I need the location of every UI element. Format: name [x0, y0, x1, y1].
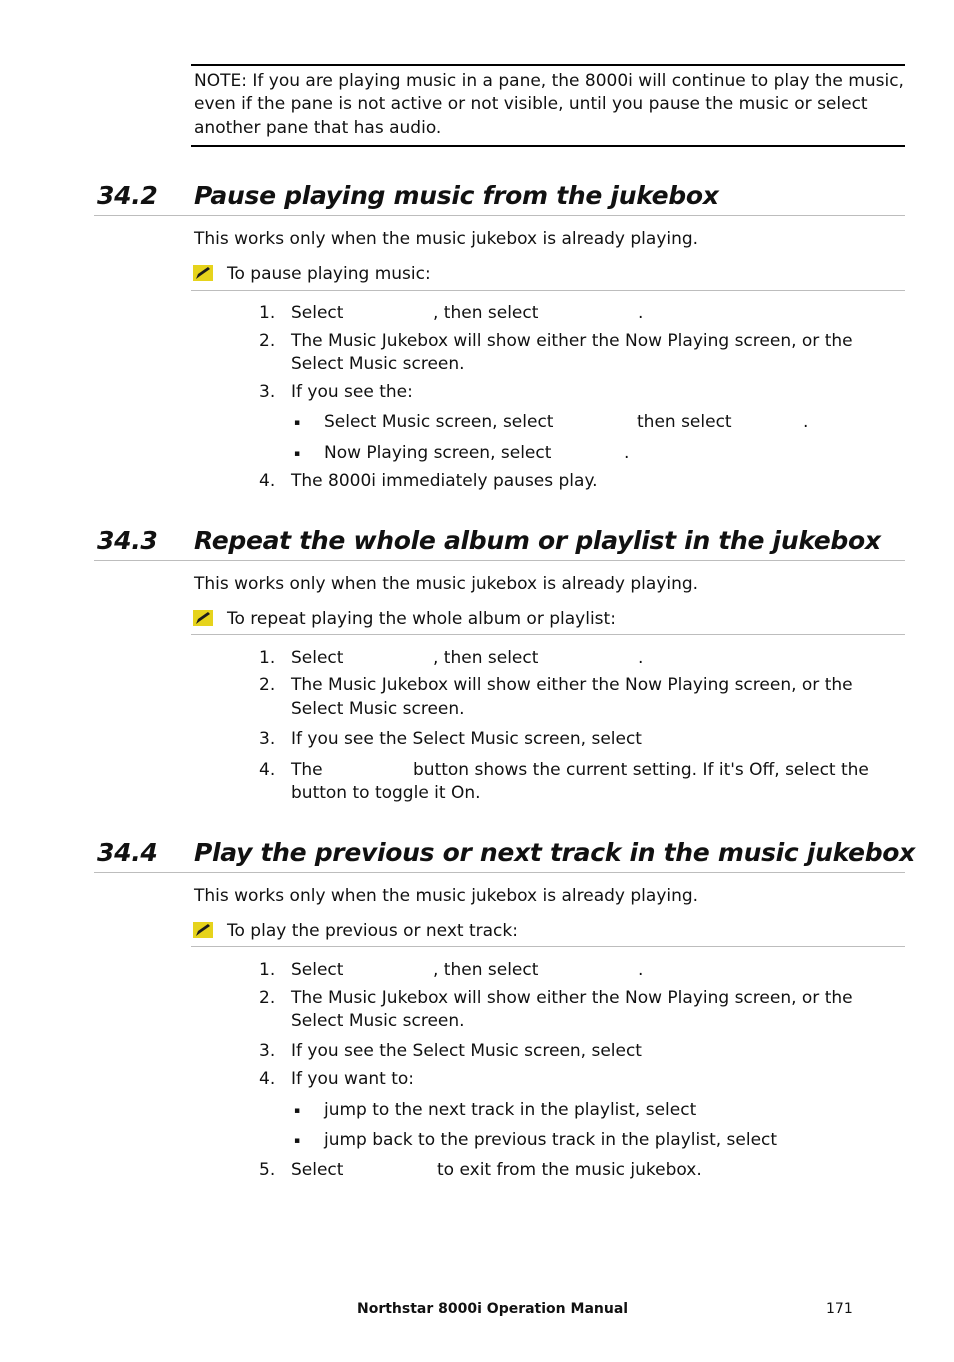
- step-text: Select: [291, 1160, 344, 1180]
- step-text: If you see the Select Music screen, select: [291, 1041, 642, 1061]
- section-rule: [94, 872, 905, 873]
- pencil-icon: [193, 610, 213, 626]
- step-text: , then select: [433, 303, 539, 323]
- step-text: The Music Jukebox will show either the Now Playing screen, or the: [291, 331, 853, 351]
- step-text: The Music Jukebox will show either the Now Playing screen, or the: [291, 988, 853, 1008]
- bullet-text: then select: [637, 412, 732, 432]
- step-number: 4.: [259, 471, 276, 491]
- step-number: 4.: [259, 760, 276, 780]
- bullet-text: jump back to the previous track in the playlist, select: [324, 1130, 778, 1150]
- section-title: Repeat the whole album or playlist in the jukebox: [194, 526, 881, 555]
- note-line: another pane that has audio.: [194, 118, 442, 138]
- footer-title: Northstar 8000i Operation Manual: [357, 1301, 629, 1317]
- step-text: The 8000i immediately pauses play.: [291, 471, 598, 491]
- bullet-text: jump to the next track in the playlist, select: [324, 1100, 697, 1120]
- step-number: 1.: [259, 303, 276, 323]
- bullet-marker: ▪: [294, 1136, 301, 1146]
- step-text: The: [291, 760, 323, 780]
- step-text: button shows the current setting. If it's Off, select the: [413, 760, 869, 780]
- note-line: even if the pane is not active or not visible, until you pause the music or select: [194, 94, 868, 114]
- bullet-text: Now Playing screen, select: [324, 443, 552, 463]
- procedure-rule: [191, 634, 905, 635]
- pencil-icon: [193, 265, 213, 281]
- procedure-rule: [191, 290, 905, 291]
- step-number: 2.: [259, 988, 276, 1008]
- step-text: Select Music screen.: [291, 1011, 465, 1031]
- procedure-rule: [191, 946, 905, 947]
- bullet-marker: ▪: [294, 1106, 301, 1116]
- bullet-text: .: [624, 443, 630, 463]
- bullet-text: .: [803, 412, 809, 432]
- step-text: Select: [291, 648, 344, 668]
- bullet-marker: ▪: [294, 449, 301, 459]
- pencil-icon: [193, 922, 213, 938]
- procedure-heading: To repeat playing the whole album or playlist:: [227, 609, 616, 629]
- section-intro: This works only when the music jukebox is already playing.: [194, 574, 699, 594]
- step-number: 3.: [259, 382, 276, 402]
- step-number: 2.: [259, 675, 276, 695]
- section-number: 34.3: [97, 526, 158, 555]
- step-number: 4.: [259, 1069, 276, 1089]
- section-title: Pause playing music from the jukebox: [194, 181, 719, 210]
- step-text: Select: [291, 960, 344, 980]
- procedure-heading: To play the previous or next track:: [227, 921, 518, 941]
- section-number: 34.2: [97, 181, 158, 210]
- step-text: Select Music screen.: [291, 354, 465, 374]
- section-number: 34.4: [97, 838, 158, 867]
- step-text: If you see the Select Music screen, select: [291, 729, 642, 749]
- note-bottom-rule: [191, 145, 905, 147]
- step-number: 3.: [259, 1041, 276, 1061]
- step-number: 1.: [259, 960, 276, 980]
- section-rule: [94, 560, 905, 561]
- step-number: 5.: [259, 1160, 276, 1180]
- section-intro: This works only when the music jukebox is already playing.: [194, 229, 699, 249]
- step-text: to exit from the music jukebox.: [437, 1160, 702, 1180]
- step-text: If you see the:: [291, 382, 413, 402]
- step-text: Select Music screen.: [291, 699, 465, 719]
- bullet-text: Select Music screen, select: [324, 412, 554, 432]
- step-text: If you want to:: [291, 1069, 415, 1089]
- step-text: .: [638, 960, 644, 980]
- step-text: .: [638, 303, 644, 323]
- section-intro: This works only when the music jukebox is already playing.: [194, 886, 699, 906]
- step-text: The Music Jukebox will show either the Now Playing screen, or the: [291, 675, 853, 695]
- step-text: button to toggle it On.: [291, 783, 481, 803]
- step-number: 3.: [259, 729, 276, 749]
- section-title: Play the previous or next track in the music jukebox: [194, 838, 915, 867]
- step-number: 2.: [259, 331, 276, 351]
- step-text: , then select: [433, 960, 539, 980]
- note-line: NOTE: If you are playing music in a pane, the 8000i will continue to play the music,: [194, 71, 904, 91]
- step-number: 1.: [259, 648, 276, 668]
- note-top-rule: [191, 64, 905, 66]
- procedure-heading: To pause playing music:: [227, 264, 431, 284]
- step-text: , then select: [433, 648, 539, 668]
- section-rule: [94, 215, 905, 216]
- bullet-marker: ▪: [294, 418, 301, 428]
- page-number: 171: [826, 1301, 853, 1317]
- step-text: Select: [291, 303, 344, 323]
- step-text: .: [638, 648, 644, 668]
